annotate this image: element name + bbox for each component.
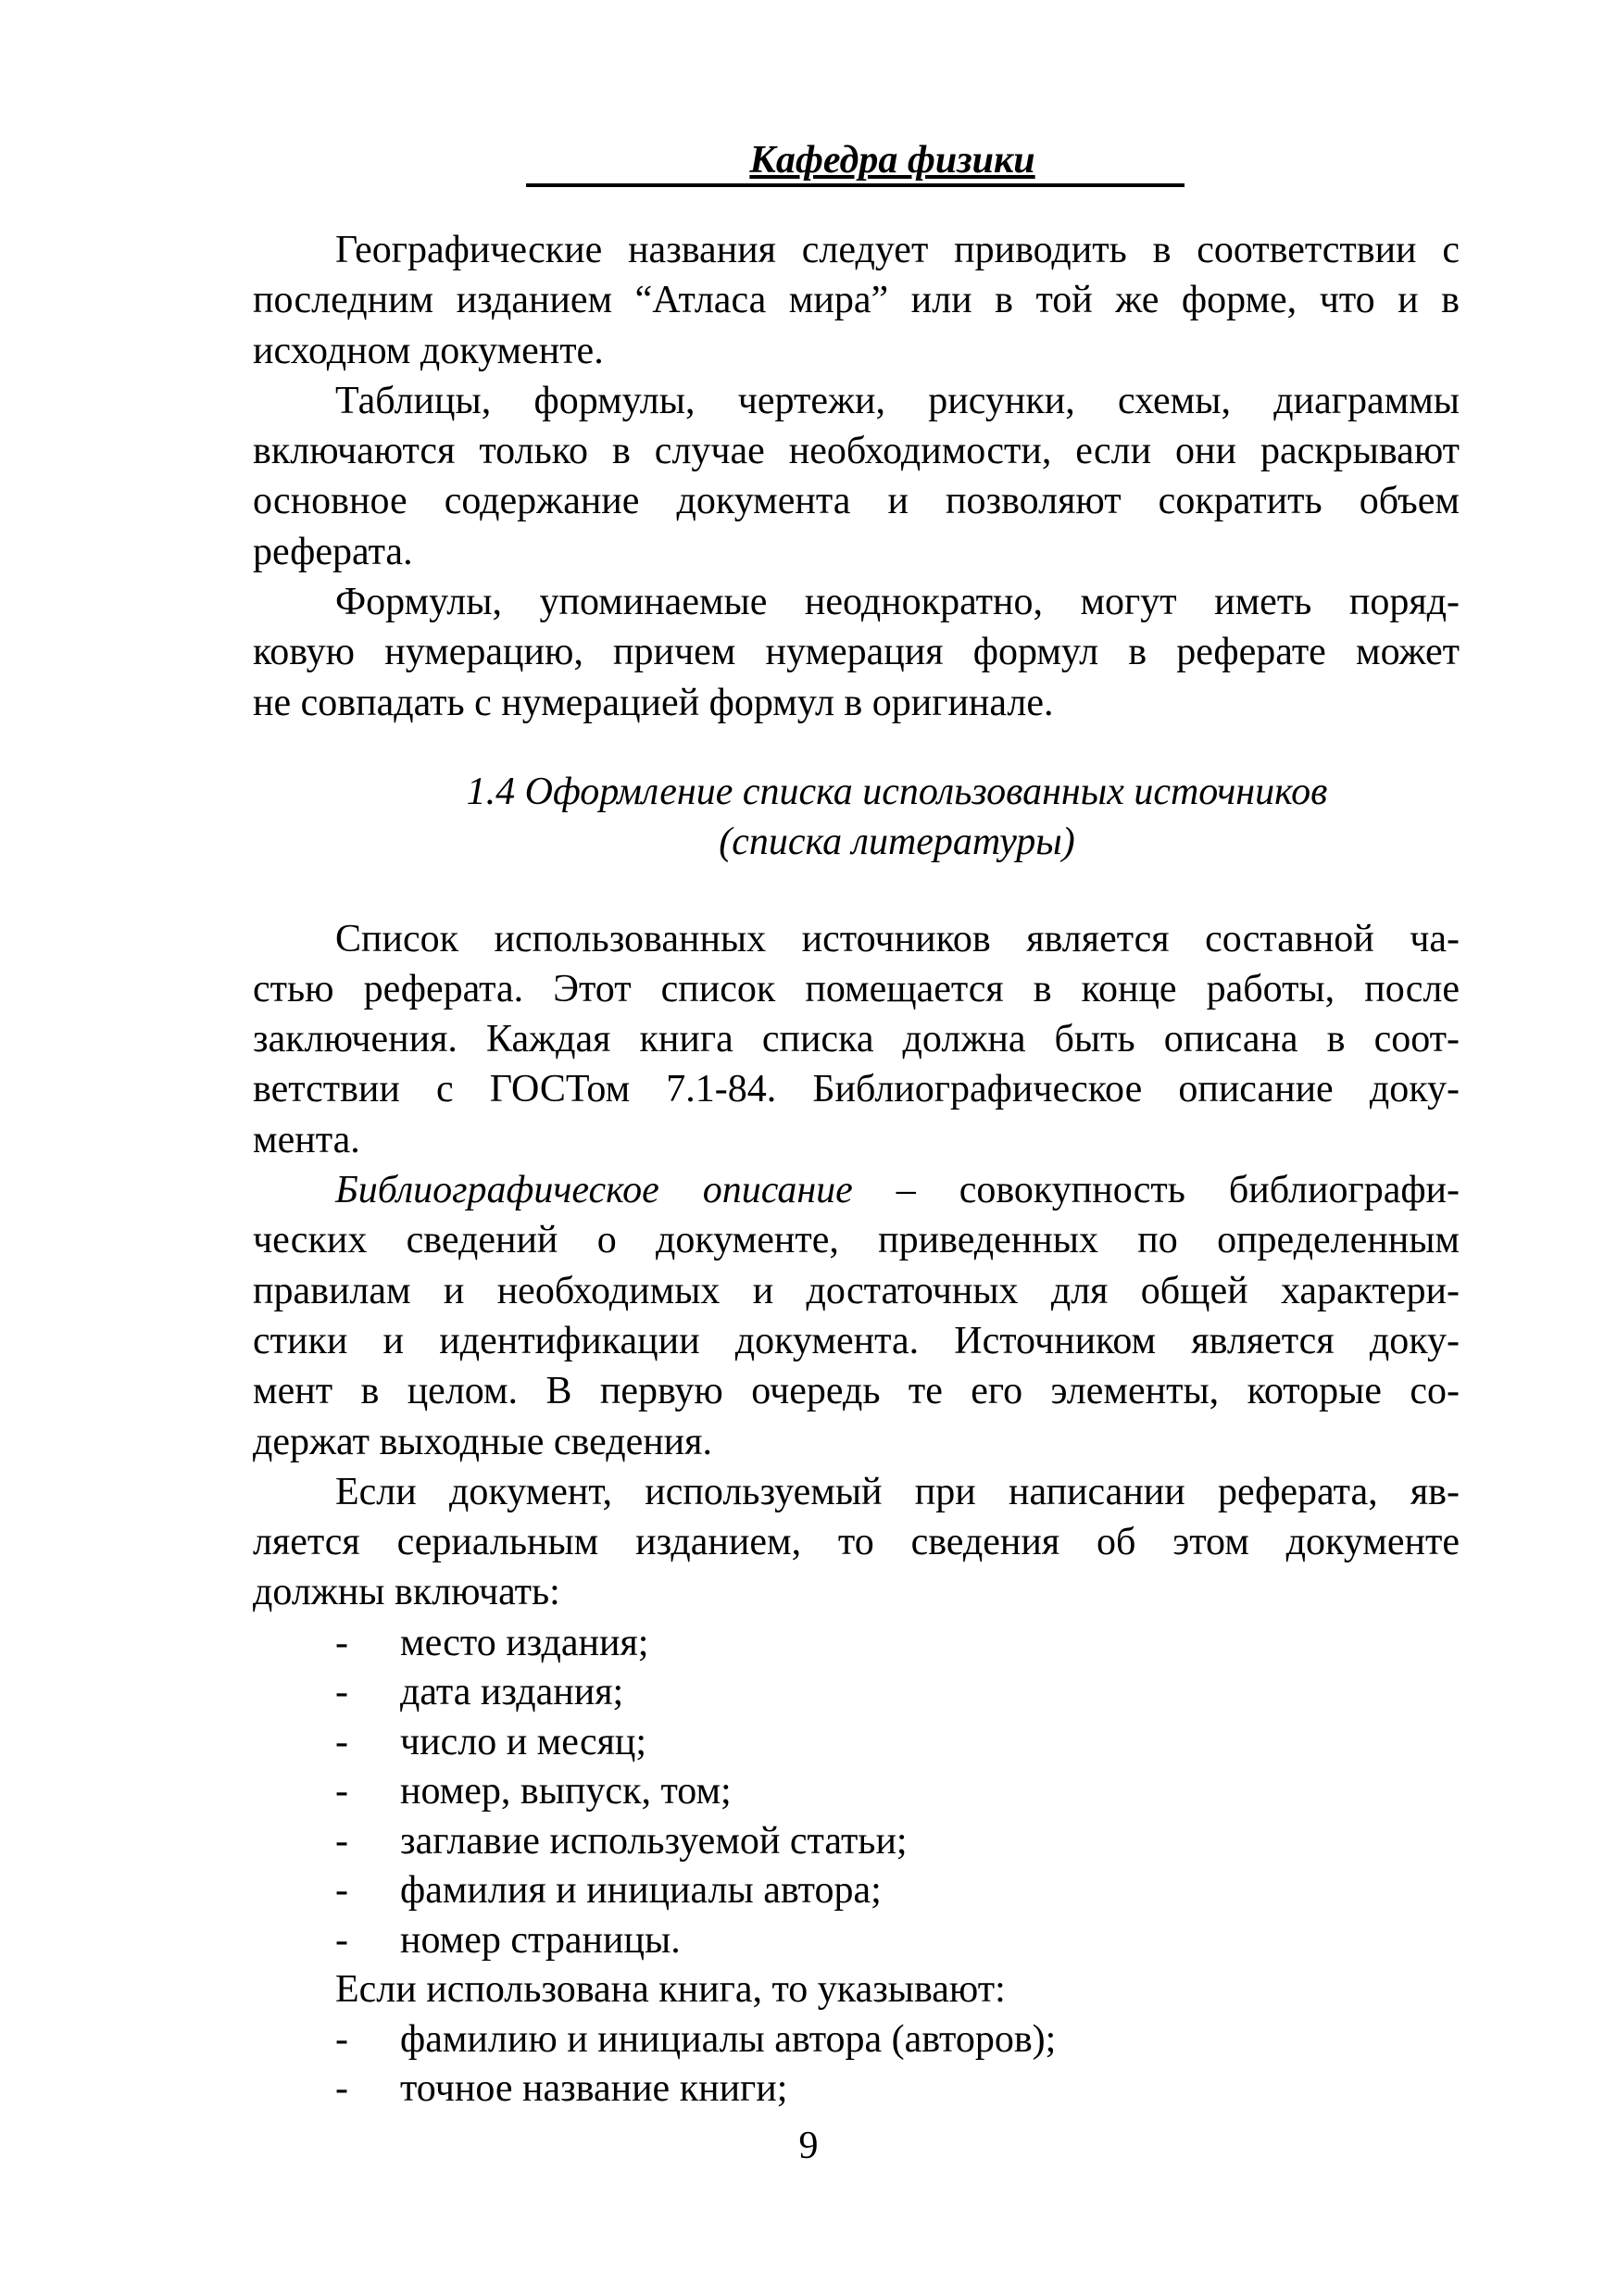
text-line: исходном документе. xyxy=(253,329,604,372)
serial-list xyxy=(253,1618,1460,1965)
text-line xyxy=(253,1165,1460,1215)
section-heading-line: (списка литературы) xyxy=(719,821,1075,864)
text-line: не совпадать с нумерацией формул в оригинале. xyxy=(253,681,1054,724)
text-fragment: – совокупность библиографи- xyxy=(852,1169,1460,1212)
list-item-text: точное название книги; xyxy=(400,2067,788,2111)
text-line: включаются только в случае необходимости, если они раскрывают xyxy=(253,430,1460,473)
paragraph-definition xyxy=(253,1165,1460,1467)
text-line: ляется сериальным изданием, то сведения об этом документе xyxy=(253,1521,1460,1564)
bullet-dash: - xyxy=(335,1918,348,1962)
text-line: Таблицы, формулы, чертежи, рисунки, схемы, диаграммы xyxy=(335,379,1460,422)
paragraph-tables xyxy=(253,376,1460,577)
text-line: мент в целом. В первую очередь те его элементы, которые со- xyxy=(253,1370,1460,1413)
list-item xyxy=(253,2014,1460,2064)
list-item-text: номер, выпуск, том; xyxy=(400,1770,732,1813)
text-line: ковую нумерацию, причем нумерация формул в реферате может xyxy=(253,631,1460,674)
defined-term: Библиографическое описание xyxy=(335,1169,853,1212)
list-item xyxy=(253,1865,1460,1915)
text-line: Если документ, используемый при написании реферата, яв- xyxy=(335,1470,1460,1513)
list-item xyxy=(253,1766,1460,1816)
bullet-dash: - xyxy=(335,2017,348,2061)
department-title: Кафедра физики xyxy=(749,139,1035,182)
text-line: правилам и необходимых и достаточных для общей характери- xyxy=(253,1269,1460,1312)
text-line: держат выходные сведения. xyxy=(253,1420,712,1463)
text-line: последним изданием “Атласа мира” или в той же форме, что и в xyxy=(253,279,1460,322)
list-item-text: дата издания; xyxy=(400,1671,624,1714)
text-line: Географические названия следует приводить в соответствии с xyxy=(335,229,1460,271)
text-line: Список использованных источников является составной ча- xyxy=(335,917,1460,960)
text-line: заключения. Каждая книга списка должна быть описана в соот- xyxy=(253,1018,1460,1061)
list-item xyxy=(253,1915,1460,1965)
page-number: 9 xyxy=(798,2125,819,2167)
bullet-dash: - xyxy=(335,1869,348,1913)
page-header xyxy=(526,137,1185,187)
text-line: мента. xyxy=(253,1118,360,1161)
list-item-text: номер страницы. xyxy=(400,1918,681,1962)
paragraph-source-list xyxy=(253,914,1460,1165)
list-item xyxy=(253,1618,1460,1668)
list-item xyxy=(253,2064,1460,2114)
list-item-text: фамилия и инициалы автора; xyxy=(400,1869,882,1913)
bullet-dash: - xyxy=(335,2067,348,2111)
list-item-text: число и месяц; xyxy=(400,1720,647,1763)
bullet-dash: - xyxy=(335,1621,348,1664)
text-line: Формулы, упоминаемые неоднократно, могут иметь поряд- xyxy=(335,581,1460,624)
section-heading-line: 1.4 Оформление списка использованных источников xyxy=(466,770,1328,813)
paragraph-formulas xyxy=(253,577,1460,728)
paragraph-geographic-names xyxy=(253,225,1460,376)
text-line: ческих сведений о документе, приведенных по определенным xyxy=(253,1219,1460,1262)
bullet-dash: - xyxy=(335,1770,348,1813)
page-body xyxy=(253,225,1460,2114)
section-heading xyxy=(253,767,1460,868)
list-item-text: заглавие используемой статьи; xyxy=(400,1819,908,1863)
list-item-text: место издания; xyxy=(400,1621,649,1664)
list-item xyxy=(253,1667,1460,1717)
text-line: основное содержание документа и позволяют сократить объем xyxy=(253,480,1460,523)
book-list xyxy=(253,2014,1460,2114)
text-line: должны включать: xyxy=(253,1571,560,1614)
bullet-dash: - xyxy=(335,1671,348,1714)
list-item-text: фамилию и инициалы автора (авторов); xyxy=(400,2017,1057,2061)
text-line: реферата. xyxy=(253,530,413,573)
text-line: ветствии с ГОСТом 7.1-84. Библиографическое описание доку- xyxy=(253,1068,1460,1111)
book-intro: Если использована книга, то указывают: xyxy=(335,1968,1006,2012)
list-item xyxy=(253,1816,1460,1866)
bullet-dash: - xyxy=(335,1720,348,1763)
text-line: стью реферата. Этот список помещается в конце работы, после xyxy=(253,967,1460,1010)
list-item xyxy=(253,1717,1460,1767)
bullet-dash: - xyxy=(335,1819,348,1863)
paragraph-serial xyxy=(253,1467,1460,1618)
text-line: стики и идентификации документа. Источником является доку- xyxy=(253,1319,1460,1362)
